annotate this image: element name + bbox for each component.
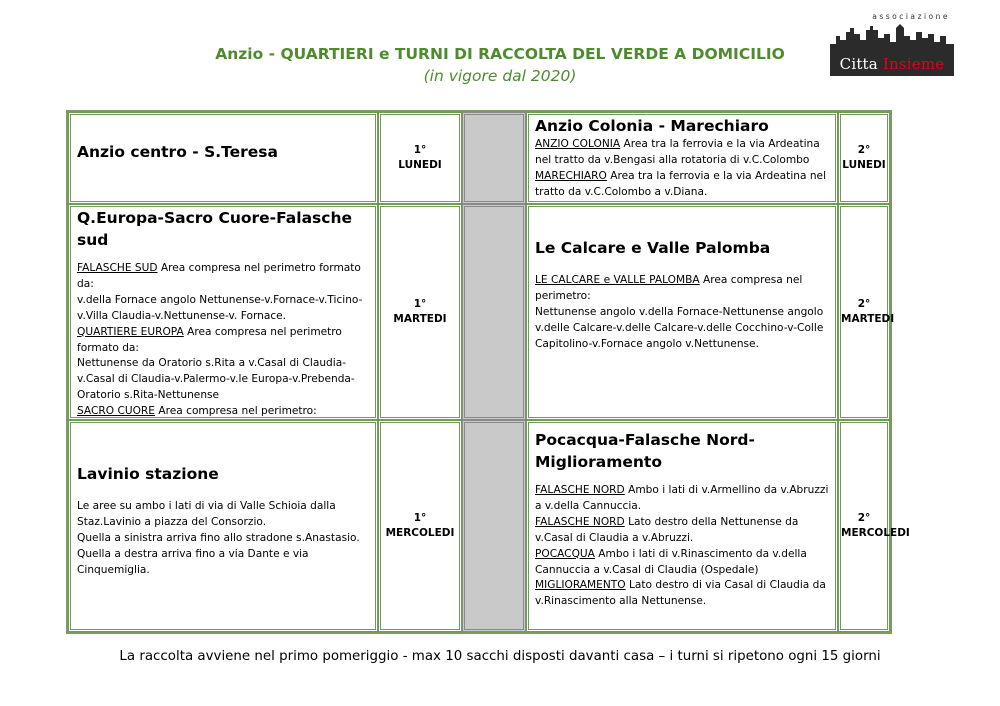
turn-number: 1° [413, 144, 427, 156]
separator-cell [462, 112, 526, 204]
separator-cell [462, 204, 526, 420]
turn-cell-right [838, 204, 895, 420]
area-title: Pocacqua-Falasche Nord-Miglioramento [535, 431, 755, 471]
turn-day: MERCOLEDI [841, 527, 910, 539]
zone-text: Area tra la ferrovia e la via Ardeatina nel tratto da v.C.Colombo a v.Diana. [535, 169, 827, 198]
logo-name: Citta Insieme [830, 52, 954, 76]
collection-turn [841, 143, 887, 173]
area-title: Anzio Colonia - Marechiaro [535, 117, 769, 135]
area-cell-right [526, 112, 838, 204]
area-title: Lavinio stazione [77, 465, 219, 483]
skyline-icon [828, 22, 956, 54]
separator-cell [462, 420, 526, 632]
turn-number: 2° [857, 512, 871, 524]
area-cell-left [68, 112, 378, 204]
area-title: Le Calcare e Valle Palomba [535, 239, 771, 257]
collection-turn [381, 511, 459, 541]
footer-note: La raccolta avviene nel primo pomeriggio - max 10 sacchi disposti davanti casa – i turni si ripetono ogni 15 giorni [119, 649, 881, 664]
zone-text: Area compresa nel perimetro formato da: [77, 262, 361, 290]
area-cell-left [68, 204, 378, 420]
zone-name: LE CALCARE e VALLE PALOMBA [535, 274, 700, 286]
page-title: Anzio - QUARTIERI e TURNI DI RACCOLTA DEL VERDE A DOMICILIO [215, 45, 785, 63]
page-subtitle: (in vigore dal 2020) [423, 67, 577, 85]
zone-text: Area compresa nel perimetro formato da: [77, 325, 342, 354]
area-description-line [535, 137, 831, 169]
zone-text: Quella a destra arriva fino a via Dante e via Cinquemiglia. [77, 547, 309, 576]
logo-assoc-text: associazione [872, 12, 950, 21]
area-description-line [77, 261, 371, 293]
association-logo [828, 12, 956, 78]
collection-turn [381, 297, 459, 327]
area-description [77, 499, 371, 579]
zone-text: Area compresa nel perimetro: [535, 274, 803, 302]
zone-text: Ambo i lati di v.Armellino da v.Abruzzi a v.della Cannuccia. [535, 484, 829, 512]
zone-name: QUARTIERE EUROPA [77, 325, 184, 338]
area-description [535, 137, 831, 201]
zone-text: Quella a sinistra arriva fino allo stradone s.Anastasio. [77, 531, 360, 544]
area-cell-left [68, 420, 378, 632]
area-description-line [77, 531, 371, 547]
area-description [535, 483, 831, 610]
area-description-line [535, 547, 831, 579]
zone-text: Le aree su ambo i lati di via di Valle Schioia dalla Staz.Lavinio a piazza del Consorzio. [77, 500, 336, 528]
area-description-line [77, 356, 371, 404]
area-description-line [77, 293, 371, 325]
zone-name: MIGLIORAMENTO [535, 579, 626, 592]
collection-turn [381, 143, 459, 173]
area-title: Anzio centro - S.Teresa [77, 143, 278, 161]
area-description-line [77, 499, 371, 531]
area-description [77, 261, 371, 436]
area-description-line [535, 273, 831, 305]
area-cell-right [526, 204, 838, 420]
turn-day: MARTEDI [841, 313, 895, 325]
turn-cell-right [838, 420, 910, 632]
turn-cell-left [378, 420, 462, 632]
turn-number: 1° [413, 298, 427, 310]
area-description-line [77, 404, 371, 420]
collection-turn [841, 297, 895, 327]
zone-text: Nettunense angolo v.della Fornace-Nettunense angolo v.delle Calcare-v.delle Calcare-v.delle Cocchino-v-Colle Capitolino-v.Fornace angolo v.Nettunense. [535, 305, 824, 350]
area-description-line [77, 547, 371, 579]
turn-number: 2° [857, 298, 871, 310]
collection-turn [841, 511, 910, 541]
zone-text: Nettunense da Oratorio s.Rita a v.Casal di Claudia-v.Casal di Claudia-v.Palermo-v.le Europa-v.Prebenda-Oratorio s.Rita-Nettunense [77, 357, 355, 402]
area-description-line [535, 515, 831, 547]
zone-name: FALASCHE NORD [535, 484, 625, 496]
turn-number: 1° [413, 512, 427, 524]
zone-name: FALASCHE SUD [77, 262, 158, 274]
turn-number: 2° [857, 144, 871, 156]
zone-text: Area compresa nel perimetro: [155, 405, 317, 418]
zone-name: MARECHIARO [535, 169, 607, 182]
zone-text: Ambo i lati di v.Rinascimento da v.della Cannuccia a v.Casal di Claudia (Ospedale) [535, 547, 807, 576]
zone-text: v.della Fornace angolo Nettunense-v.Fornace-v.Ticino-v.Villa Claudia-v.Nettunense-v. Fornace. [77, 293, 363, 322]
zone-name: FALASCHE NORD [535, 515, 625, 528]
area-description-line [535, 169, 831, 201]
zone-name: SACRO CUORE [77, 405, 155, 418]
zone-name: ANZIO COLONIA [535, 138, 621, 150]
area-cell-right [526, 420, 838, 632]
area-description-line [535, 578, 831, 610]
turn-day: LUNEDI [398, 159, 442, 171]
zone-name: POCACQUA [535, 547, 595, 560]
area-description [535, 273, 831, 353]
area-title: Q.Europa-Sacro Cuore-Falasche sud [77, 209, 352, 249]
schedule-table [66, 110, 910, 634]
turn-cell-right [838, 112, 890, 204]
area-description-line [535, 305, 831, 353]
zone-text: Lato destro della Nettunense da v.Casal di Claudia a v.Abruzzi. [535, 515, 799, 544]
turn-day: LUNEDI [842, 159, 886, 171]
turn-day: MARTEDI [393, 313, 447, 325]
zone-text: Lato destro di via Casal di Claudia da v.Rinascimento alla Nettunense. [535, 579, 826, 608]
turn-day: MERCOLEDI [385, 527, 455, 539]
zone-text: Area tra la ferrovia e la via Ardeatina nel tratto da v.Bengasi alla rotatoria di v.C.Colombo [535, 138, 820, 166]
turn-cell-left [378, 112, 462, 204]
area-description-line [535, 483, 831, 515]
area-description-line [77, 325, 371, 357]
turn-cell-left [378, 204, 462, 420]
